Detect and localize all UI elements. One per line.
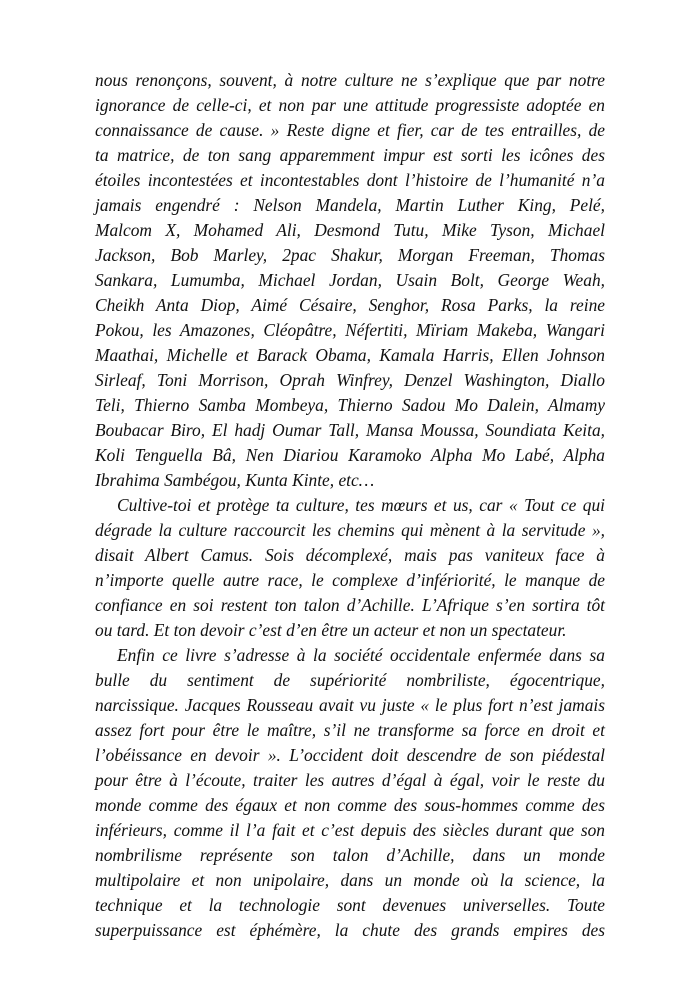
text-line: Malcom X, Mohamed Ali, Desmond Tutu, Mike Tyson, Michael [95, 220, 605, 240]
paragraph-first-line: Cultive-toi et protège ta culture, tes mœurs et us, car « Tout ce qui [117, 495, 605, 515]
text-line: ignorance de celle-ci, et non par une attitude progressiste adoptée en [95, 95, 605, 115]
text-line: Sirleaf, Toni Morrison, Oprah Winfrey, Denzel Washington, Diallo [95, 370, 605, 390]
text-line: ta matrice, de ton sang apparemment impur est sorti les icônes des [95, 145, 605, 165]
paragraph-last-line: ou tard. Et ton devoir c’est d’en être un acteur et non un spectateur. [95, 620, 567, 640]
text-line: nombrilisme représente son talon d’Achille, dans un monde [95, 845, 605, 865]
text-line: multipolaire et non unipolaire, dans un monde où la science, la [95, 870, 605, 890]
text-line: l’obéissance en devoir ». L’occident doit descendre de son piédestal [95, 745, 605, 765]
text-line: technique et la technologie sont devenues universelles. Toute [95, 895, 605, 915]
text-line: connaissance de cause. » Reste digne et fier, car de tes entrailles, de [95, 120, 605, 140]
text-line: inférieurs, comme il l’a fait et c’est depuis des siècles durant que son [95, 820, 605, 840]
text-line: Teli, Thierno Samba Mombeya, Thierno Sadou Mo Dalein, Almamy [95, 395, 605, 415]
text-line: Cheikh Anta Diop, Aimé Césaire, Senghor, Rosa Parks, la reine [95, 295, 605, 315]
paragraph-first-line: Enfin ce livre s’adresse à la société occidentale enfermée dans sa [117, 645, 605, 665]
text-line: bulle du sentiment de supériorité nombriliste, égocentrique, [95, 670, 605, 690]
document-page [95, 68, 605, 943]
text-line: superpuissance est éphémère, la chute des grands empires des [95, 920, 605, 940]
text-line: Jackson, Bob Marley, 2pac Shakur, Morgan Freeman, Thomas [95, 245, 605, 265]
text-line: jamais engendré : Nelson Mandela, Martin Luther King, Pelé, [95, 195, 605, 215]
text-line: assez fort pour être le maître, s’il ne transforme sa force en droit et [95, 720, 605, 740]
text-line: n’importe quelle autre race, le complexe d’infériorité, le manque de [95, 570, 605, 590]
text-line: dégrade la culture raccourcit les chemins qui mènent à la servitude », [95, 520, 605, 540]
text-line: Koli Tenguella Bâ, Nen Diariou Karamoko Alpha Mo Labé, Alpha [95, 445, 605, 465]
text-line: pour être à l’écoute, traiter les autres d’égal à égal, voir le reste du [95, 770, 605, 790]
text-line: confiance en soi restent ton talon d’Achille. L’Afrique s’en sortira tôt [95, 595, 605, 615]
text-line: Pokou, les Amazones, Cléopâtre, Néfertiti, Mïriam Makeba, Wangari [95, 320, 605, 340]
text-line: monde comme des égaux et non comme des sous-hommes comme des [95, 795, 605, 815]
text-line: Sankara, Lumumba, Michael Jordan, Usain Bolt, George Weah, [95, 270, 605, 290]
text-line: narcissique. Jacques Rousseau avait vu juste « le plus fort n’est jamais [95, 695, 605, 715]
text-line: disait Albert Camus. Sois décomplexé, mais pas vaniteux face à [95, 545, 605, 565]
text-line: nous renonçons, souvent, à notre culture ne s’explique que par notre [95, 70, 605, 90]
text-line: Maathai, Michelle et Barack Obama, Kamala Harris, Ellen Johnson [95, 345, 605, 365]
paragraph-last-line: Ibrahima Sambégou, Kunta Kinte, etc… [95, 470, 375, 490]
text-line: étoiles incontestées et incontestables dont l’histoire de l’humanité n’a [95, 170, 605, 190]
text-line: Boubacar Biro, El hadj Oumar Tall, Mansa Moussa, Soundiata Keita, [95, 420, 605, 440]
